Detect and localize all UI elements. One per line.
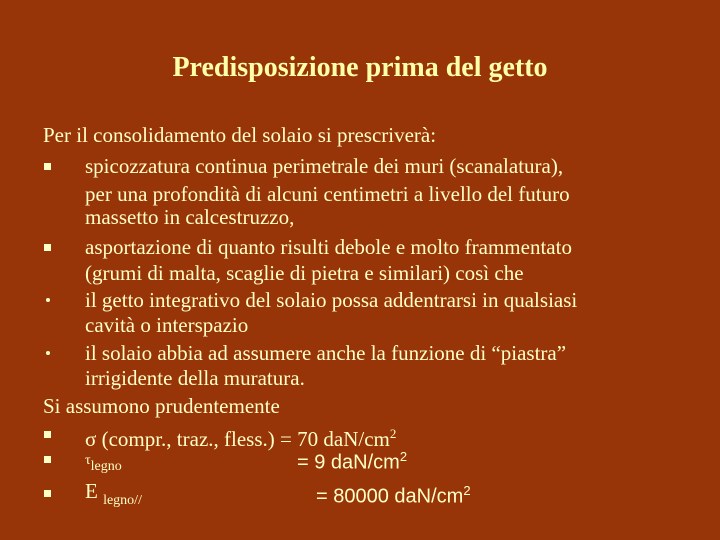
sigma-text: σ (compr., traz., fless.) = 70 da <box>85 427 344 451</box>
square-bullet-icon <box>44 456 51 463</box>
e-value: = 80000 daN/cm <box>316 485 464 508</box>
sigma-unit: N/cm <box>343 427 390 451</box>
item1-line1: spicozzatura continua perimetrale dei muri (scanalatura), <box>85 154 564 178</box>
e-exp: 2 <box>463 483 471 498</box>
e-subscript: legno// <box>103 493 142 508</box>
e-row <box>85 478 142 514</box>
square-bullet-icon <box>44 431 51 438</box>
square-bullet-icon <box>44 490 51 497</box>
item4-line1: il solaio abbia ad assumere anche la funzione di “piastra” <box>85 341 567 365</box>
intro-text: Per il consolidamento del solaio si prescriverà: <box>43 123 437 147</box>
square-bullet-icon <box>44 163 51 170</box>
dot-bullet-icon <box>46 298 50 302</box>
tau-symbol: τ <box>85 453 91 468</box>
slide-title: Predisposizione prima del getto <box>172 52 548 83</box>
e-value-row <box>316 478 471 510</box>
tau-subscript: legno <box>90 459 122 474</box>
sigma-exp: 2 <box>389 426 397 441</box>
item1-line3: massetto in calcestruzzo, <box>85 205 295 229</box>
item3-line1: il getto integrativo del solaio possa addentrarsi in qualsiasi <box>85 288 578 312</box>
item1-line2: per una profondità di alcuni centimetri a livello del futuro <box>85 182 570 206</box>
item2-line1: asportazione di quanto risulti debole e molto frammentato <box>85 235 572 259</box>
tau-value-row <box>297 444 407 476</box>
tau-exp: 2 <box>399 449 408 464</box>
square-bullet-icon <box>44 244 51 251</box>
item4-line2: irrigidente della muratura. <box>85 366 305 390</box>
tau-row <box>85 444 122 480</box>
e-symbol: E <box>85 479 98 503</box>
dot-bullet-icon <box>46 351 50 355</box>
item2-line2: (grumi di malta, scaglie di pietra e similari) così che <box>85 261 524 285</box>
item3-line2: cavità o interspazio <box>85 313 249 337</box>
tau-value: = 9 daN/cm <box>297 451 400 474</box>
assume-text: Si assumono prudentemente <box>43 394 280 418</box>
